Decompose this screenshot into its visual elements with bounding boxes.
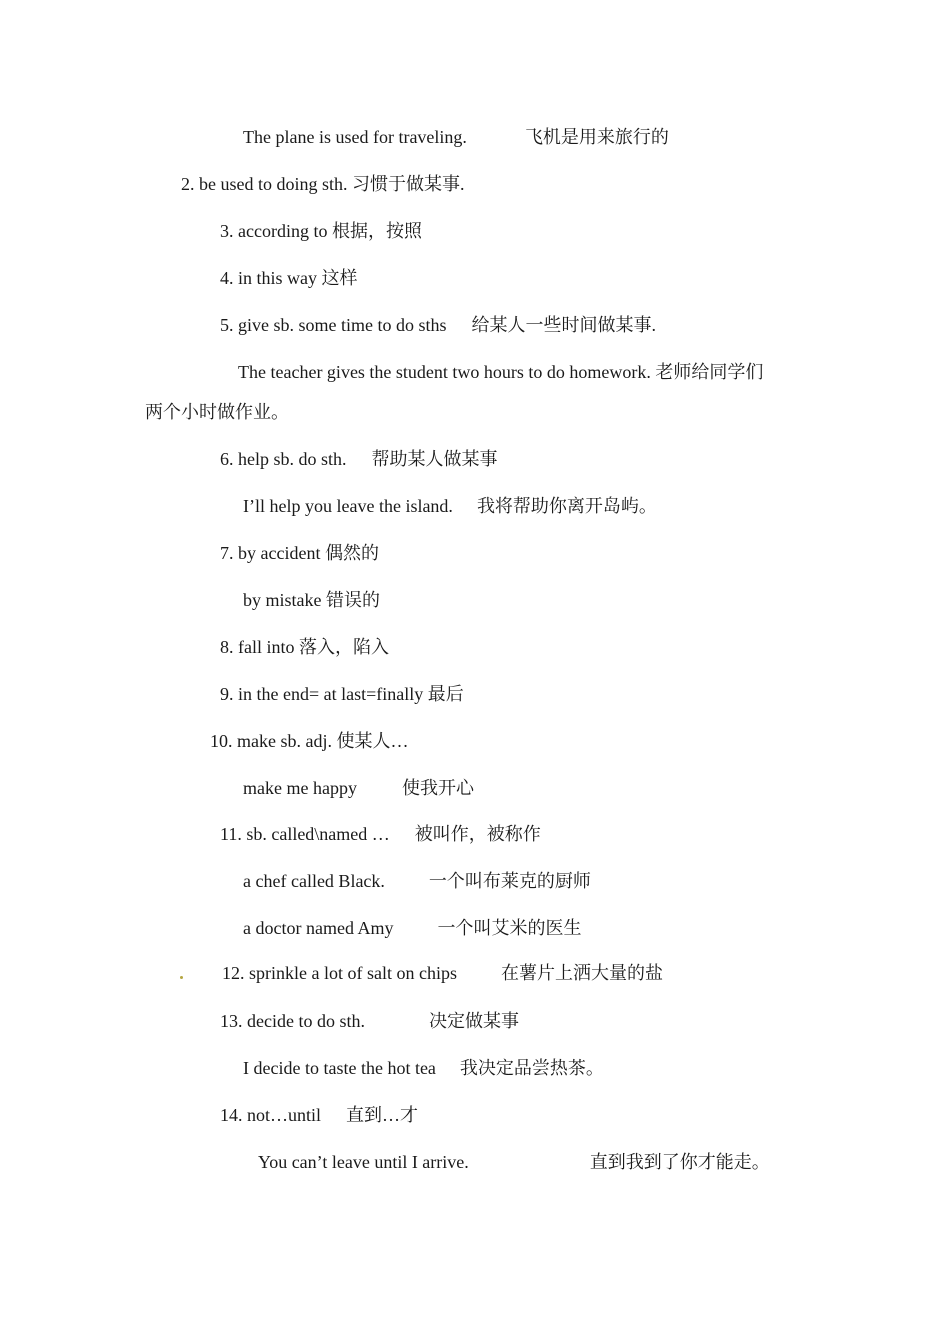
phrase-12-zh: 在薯片上洒大量的盐 xyxy=(500,963,663,983)
phrase-6-en: 6. help sb. do sth. xyxy=(220,449,347,469)
example-tea xyxy=(243,1056,604,1080)
phrase-13-zh: 决定做某事 xyxy=(428,1011,519,1031)
example-happy-zh: 使我开心 xyxy=(401,778,474,798)
stray-mark xyxy=(180,976,183,979)
example-leave-zh: 直到我到了你才能走。 xyxy=(589,1152,770,1172)
example-leave-en: You can’t leave until I arrive. xyxy=(258,1152,469,1172)
example-island-zh: 我将帮助你离开岛屿。 xyxy=(476,496,657,516)
phrase-5 xyxy=(220,313,656,337)
example-tea-zh: 我决定品尝热茶。 xyxy=(459,1058,604,1078)
phrase-8: 8. fall into 落入，陷入 xyxy=(220,637,389,657)
example-tea-en: I decide to taste the hot tea xyxy=(243,1058,436,1078)
phrase-13 xyxy=(220,1009,519,1033)
example-teacher-line1: The teacher gives the student two hours to do homework. 老师给同学们 xyxy=(238,362,764,382)
phrase-7b: by mistake 错误的 xyxy=(243,590,380,610)
phrase-11 xyxy=(220,822,541,846)
phrase-12-en: 12. sprinkle a lot of salt on chips xyxy=(222,963,457,983)
phrase-7: 7. by accident 偶然的 xyxy=(220,543,379,563)
phrase-3: 3. according to 根据，按照 xyxy=(220,221,422,241)
phrase-10: 10. make sb. adj. 使某人… xyxy=(210,731,409,751)
example-plane-en: The plane is used for traveling. xyxy=(243,127,467,147)
example-doctor-zh: 一个叫艾米的医生 xyxy=(437,918,582,938)
example-plane xyxy=(243,125,669,149)
phrase-13-en: 13. decide to do sth. xyxy=(220,1011,365,1031)
phrase-4: 4. in this way 这样 xyxy=(220,268,358,288)
example-chef-zh: 一个叫布莱克的厨师 xyxy=(428,871,591,891)
example-teacher-line2: 两个小时做作业。 xyxy=(145,402,289,422)
phrase-9: 9. in the end= at last=finally 最后 xyxy=(220,684,464,704)
example-island xyxy=(243,494,657,518)
example-doctor xyxy=(243,916,581,940)
example-happy xyxy=(243,776,474,800)
phrase-6 xyxy=(220,447,498,471)
phrase-2: 2. be used to doing sth. 习惯于做某事. xyxy=(181,174,465,194)
example-happy-en: make me happy xyxy=(243,778,357,798)
example-island-en: I’ll help you leave the island. xyxy=(243,496,453,516)
phrase-5-en: 5. give sb. some time to do sths xyxy=(220,315,447,335)
phrase-12 xyxy=(222,961,663,985)
phrase-5-zh: 给某人一些时间做某事. xyxy=(471,315,656,335)
phrase-11-en: 11. sb. called\named … xyxy=(220,824,390,844)
phrase-14 xyxy=(220,1103,418,1127)
phrase-14-en: 14. not…until xyxy=(220,1105,322,1125)
example-chef xyxy=(243,869,591,893)
example-plane-zh: 飞机是用来旅行的 xyxy=(524,127,669,147)
example-doctor-en: a doctor named Amy xyxy=(243,918,394,938)
example-chef-en: a chef called Black. xyxy=(243,871,385,891)
phrase-11-zh: 被叫作，被称作 xyxy=(414,824,541,844)
phrase-6-zh: 帮助某人做某事 xyxy=(371,449,498,469)
example-leave xyxy=(258,1150,770,1174)
phrase-14-zh: 直到…才 xyxy=(346,1105,419,1125)
